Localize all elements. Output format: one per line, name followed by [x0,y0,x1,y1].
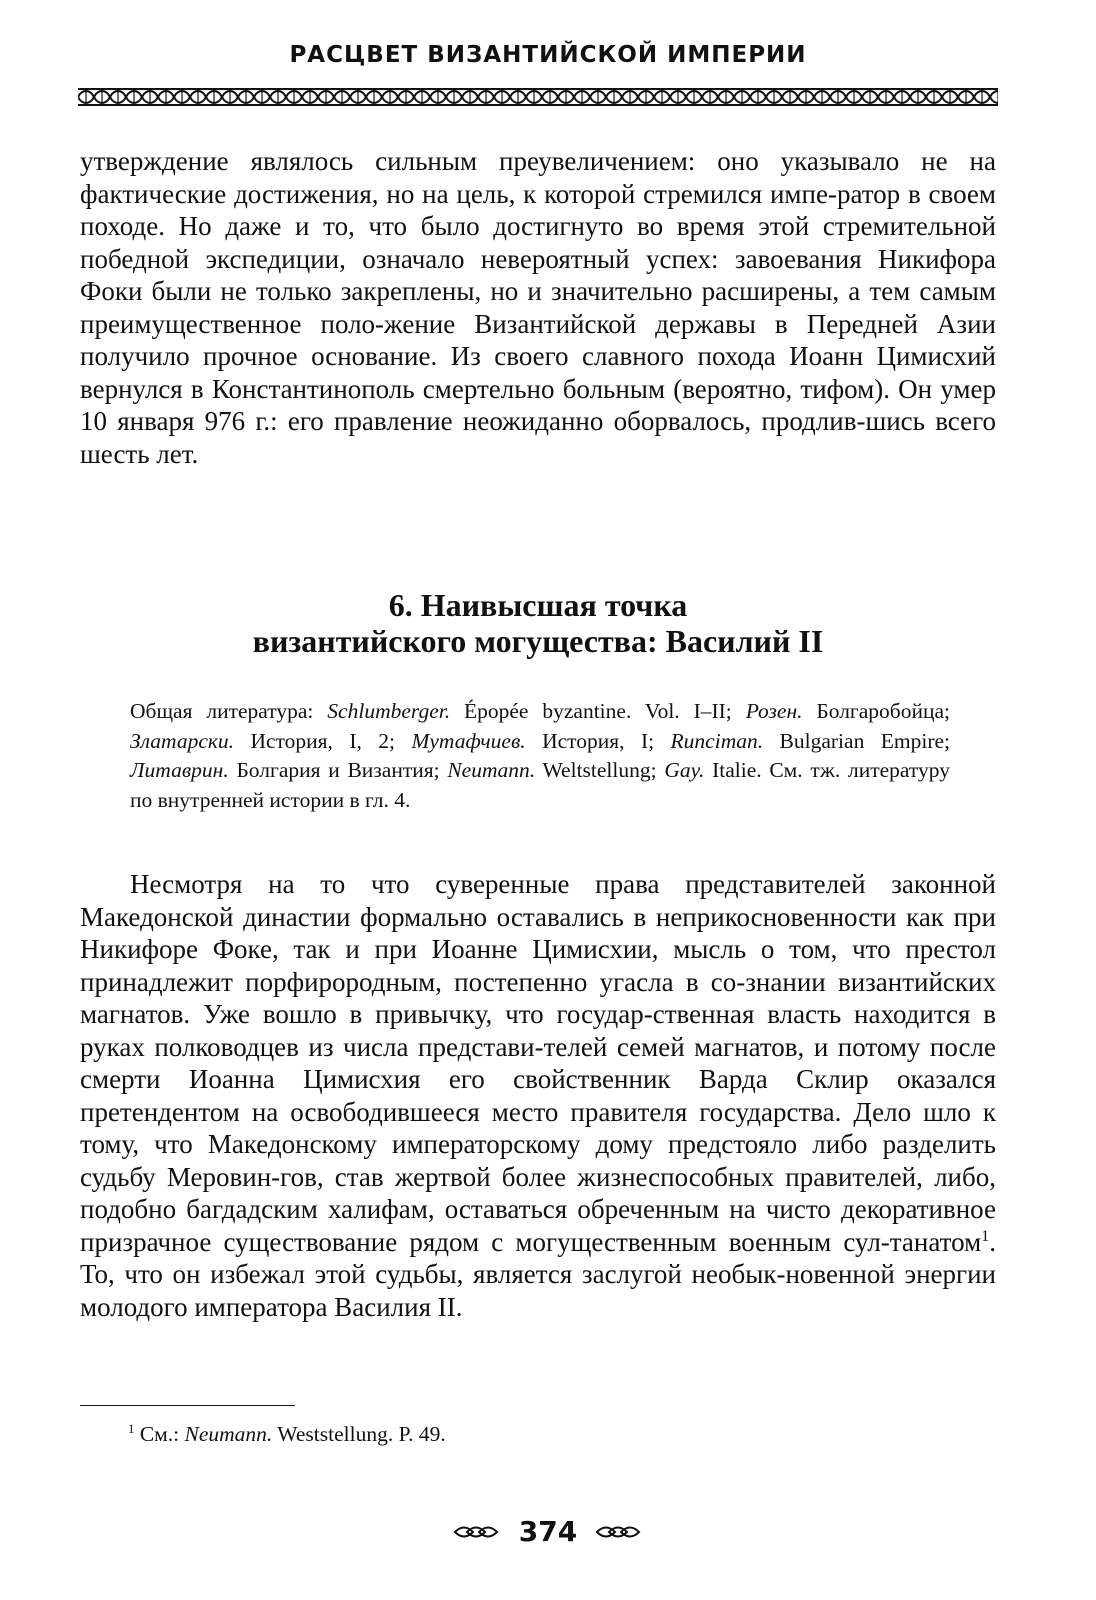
page-number: 374 [518,1515,578,1548]
ornamental-border [78,88,998,106]
section-heading-line-2: византийского могущества: Василий II [252,623,824,659]
bibliography-text: История, I; [525,728,671,753]
footnote-author: Neumann. [184,1422,273,1446]
bibliography-author: Gay. [664,758,705,782]
footnote-mark: 1 [128,1421,135,1436]
section-heading [80,587,996,659]
paragraph-main-text: Несмотря на то что суверенные права представителей законной Македонской династии формально оставались в неприкосновенности как при Никифоре Фоке, так и при Иоанне Цимисхии, мысль о том, что престол принадлежит порфирородным, постепенно угасла в со-знании византийских магнатов. Уже вошло в привычку, что государ-ственная власть находится в руках полководцев из числа представи-телей семей магнатов, и потому после смерти Иоанна Цимисхия его свойственник Варда Склир оказался претендентом на освободившееся место правителя государства. Дело шло к тому, что Македонскому императорскому дому предстояло либо разделить судьбу Меровин-гов, став жертвой более жизнеспособных правителей, либо, подобно багдадским халифам, оставаться обреченным на чисто декоративное призрачное существование рядом с могущественным военным сул-танатом [80,869,996,1257]
footnote-reference[interactable]: 1 [981,1226,990,1245]
bibliography-text: Weltstellung; [535,758,665,782]
bibliography-text: Общая литература: [130,699,328,723]
bibliography-author: Neumann. [447,758,536,782]
bibliography-author: Златарски. [130,728,235,753]
bibliography-text: Bulgarian Empire; [763,728,950,753]
right-ornament-icon [595,1525,643,1539]
left-ornament-icon [453,1525,501,1539]
footnote-divider [80,1405,295,1406]
section-heading-line-1: 6. Наивысшая точка [388,587,688,623]
running-head: РАСЦВЕТ ВИЗАНТИЙСКОЙ ИМПЕРИИ [289,42,807,68]
paragraph-main-text-end: . То, что он избежал этой судьбы, является заслугой необык-новенной энергии молодого императора Василия II. [80,1226,996,1322]
footnote-citation: Weststellung. P. 49. [272,1422,446,1446]
footnote-prefix: См.: [134,1422,185,1446]
bibliography-text: Болгария и Византия; [228,758,448,782]
bibliography-author: Мутафчиев. [411,728,526,753]
paragraph-continuation: утверждение являлось сильным преувеличением: оно указывало не на фактические достижения, но на цель, к которой стремился импе-ратор в своем походе. Но даже и то, что было достигнуто во время этой стремительной победной экспедиции, означало невероятный успех: завоевания Никифора Фоки были не только закреплены, но и значительно расширены, а тем самым преимущественное поло-жение Византийской державы в Передней Азии получило прочное основание. Из своего славного похода Иоанн Цимисхий вернулся в Константинополь смертельно больным (вероятно, тифом). Он умер 10 января 976 г.: его правление неожиданно оборвалось, продлив-шись всего шесть лет. [80,146,996,469]
bibliography-text: Italie. См. тж. литературу по внутренней истории в гл. 4. [130,758,950,812]
bibliography-author: Розен. [745,699,803,723]
bibliography-author: Runciman. [670,728,764,753]
bibliography-author: Литаврин. [130,758,229,782]
bibliography-note [130,697,950,815]
bibliography-author: Schlumberger. [327,699,451,723]
bibliography-text: Épopée byzantine. Vol. I–II; [450,699,746,723]
bibliography-text: История, I, 2; [234,728,412,753]
footnote [128,1420,446,1448]
paragraph-main [80,868,996,1323]
bibliography-text: Болгаробойца; [802,699,950,723]
page-footer [0,1515,1096,1555]
